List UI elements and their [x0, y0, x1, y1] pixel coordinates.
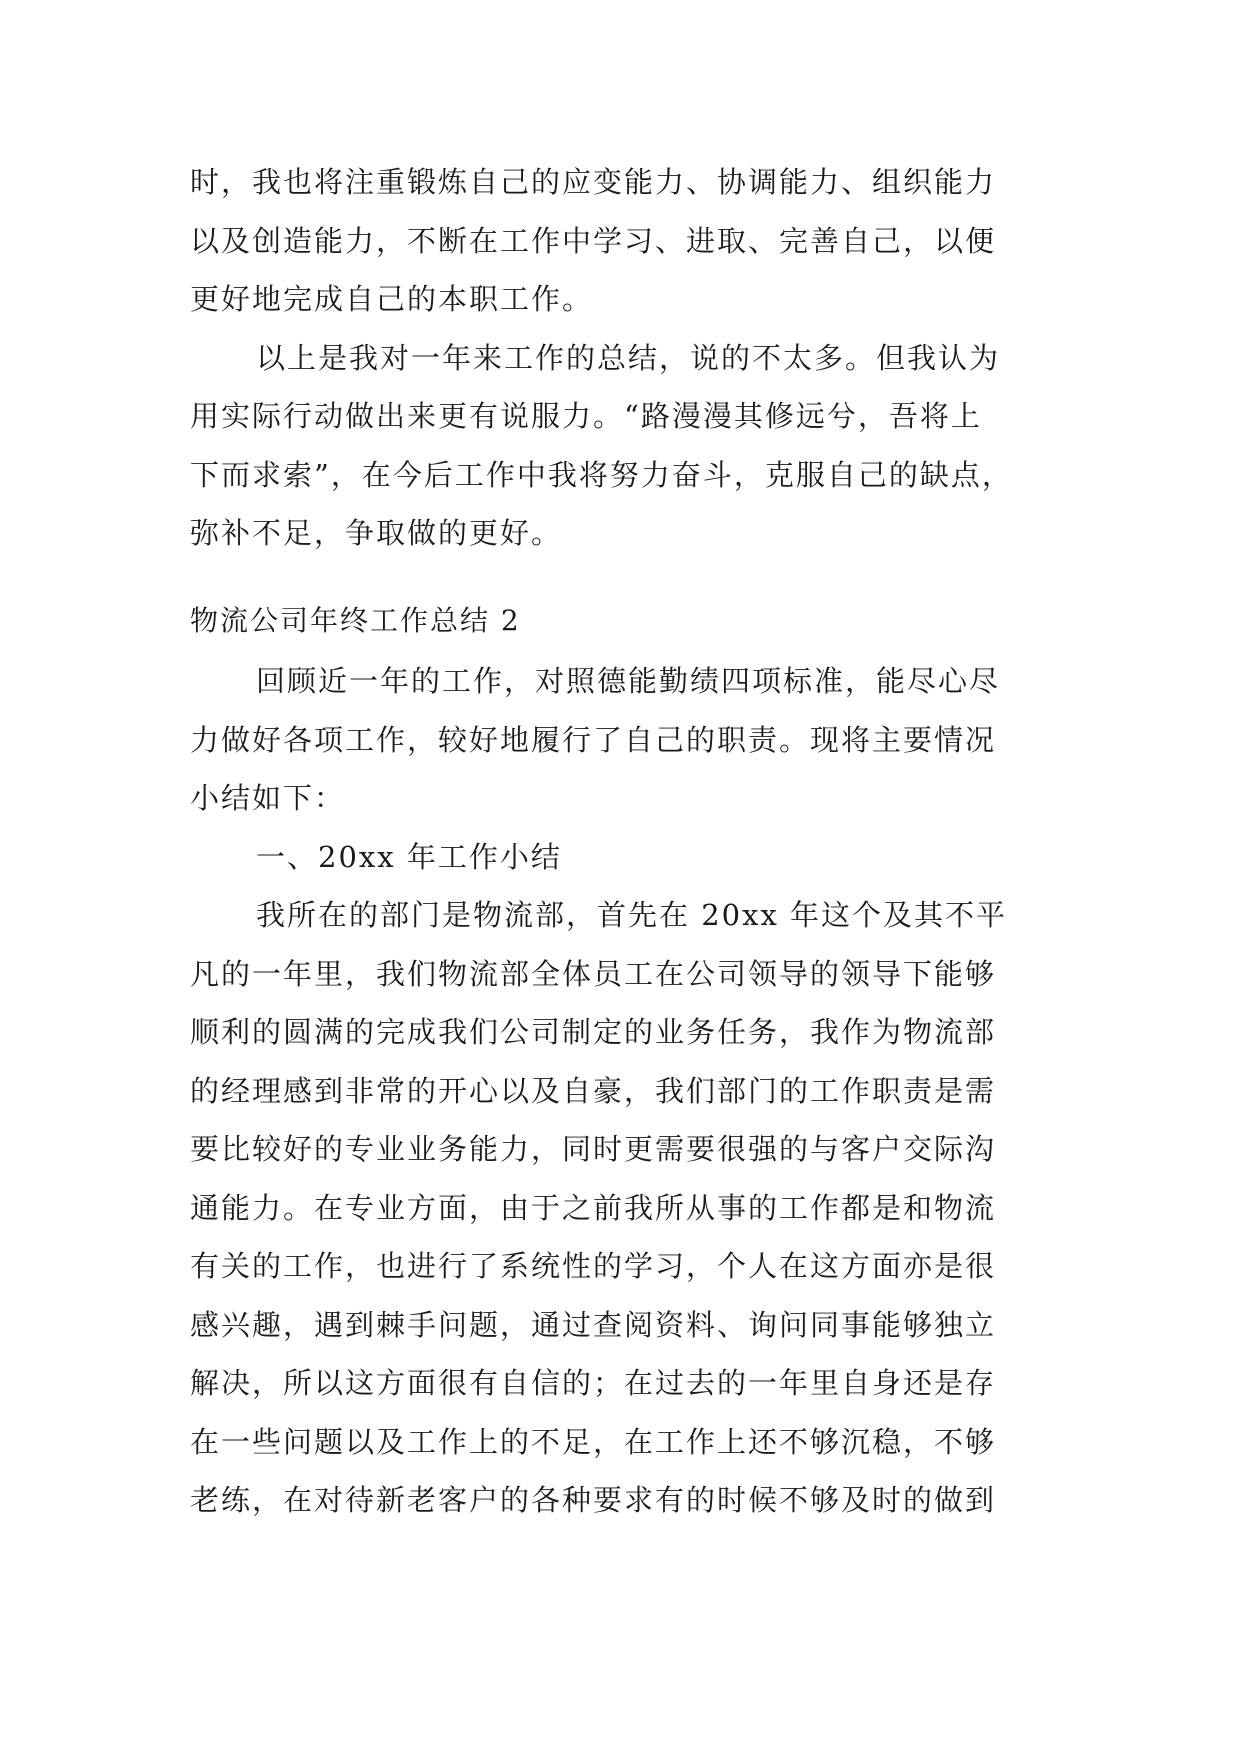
paragraph-line: 通能力。在专业方面，由于之前我所从事的工作都是和物流 — [190, 1190, 997, 1225]
section-2-title: 物流公司年终工作总结 2 — [190, 604, 521, 637]
section-1-body — [190, 153, 1050, 563]
paragraph-line: 要比较好的专业业务能力，同时更需要很强的与客户交际沟 — [190, 1132, 997, 1166]
paragraph-line: 以上是我对一年来工作的总结，说的不太多。但我认为 — [256, 340, 1001, 375]
paragraph-line: 解决，所以这方面很有自信的；在过去的一年里自身还是存 — [190, 1366, 997, 1400]
paragraph-line: 老练，在对待新老客户的各种要求有的时候不够及时的做到 — [190, 1483, 997, 1517]
paragraph-line: 在一些问题以及工作上的不足，在工作上还不够沉稳，不够 — [190, 1424, 997, 1459]
paragraph-line: 下而求索”，在今后工作中我将努力奋斗，克服自己的缺点， — [190, 457, 1013, 492]
subheading: 一、20xx 年工作小结 — [256, 839, 562, 874]
paragraph-line: 我所在的部门是物流部，首先在 20xx 年这个及其不平 — [256, 898, 1008, 932]
paragraph-line: 弥补不足，争取做的更好。 — [190, 516, 563, 550]
paragraph-line: 时，我也将注重锻炼自己的应变能力、协调能力、组织能力 — [190, 165, 997, 199]
paragraph-line: 凡的一年里，我们物流部全体员工在公司领导的领导下能够 — [190, 956, 997, 991]
paragraph-line: 感兴趣，遇到棘手问题，通过查阅资料、询问同事能够独立 — [190, 1307, 997, 1342]
paragraph-line: 小结如下： — [190, 781, 346, 815]
paragraph-line: 顺利的圆满的完成我们公司制定的业务任务，我作为物流部 — [190, 1015, 997, 1049]
paragraph-line: 用实际行动做出来更有说服力。“路漫漫其修远兮，吾将上 — [190, 399, 982, 433]
paragraph-line: 回顾近一年的工作，对照德能勤绩四项标准，能尽心尽 — [256, 664, 1001, 698]
paragraph-line: 有关的工作，也进行了系统性的学习，个人在这方面亦是很 — [190, 1249, 997, 1283]
paragraph-line: 以及创造能力，不断在工作中学习、进取、完善自己，以便 — [190, 223, 997, 258]
paragraph-line: 力做好各项工作，较好地履行了自己的职责。现将主要情况 — [190, 722, 997, 757]
paragraph-line: 更好地完成自己的本职工作。 — [190, 282, 594, 316]
paragraph-line: 的经理感到非常的开心以及自豪，我们部门的工作职责是需 — [190, 1073, 997, 1108]
section-2-body — [190, 652, 1050, 1530]
